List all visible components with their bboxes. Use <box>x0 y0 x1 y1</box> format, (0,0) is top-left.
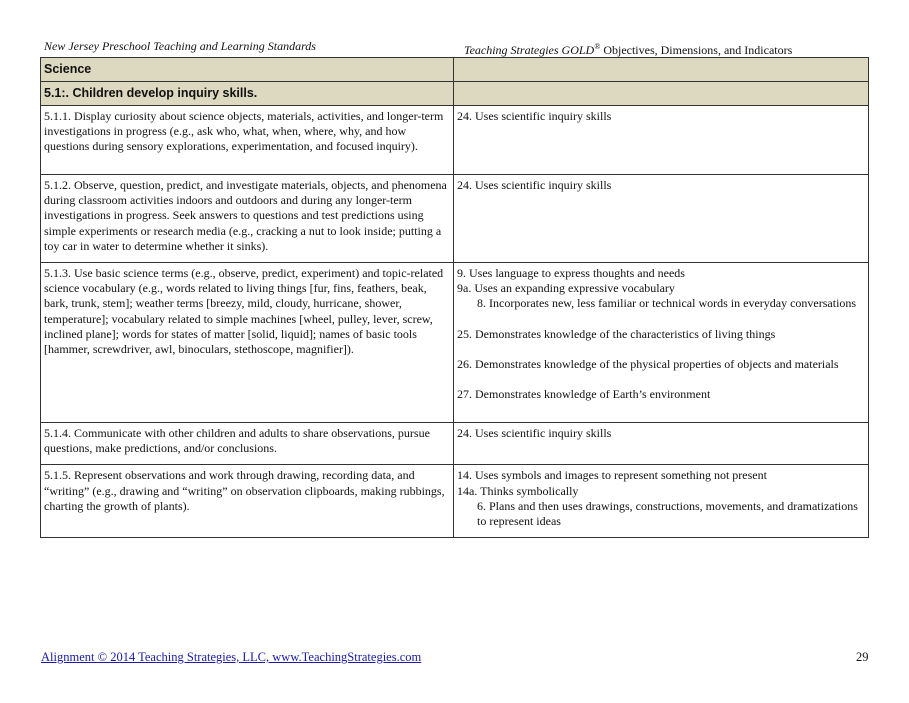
table-row <box>41 175 869 263</box>
header-right-brand: Teaching Strategies GOLD <box>464 43 595 57</box>
standard-cell: 5.1.3. Use basic science terms (e.g., observe, predict, experiment) and topic-related science vocabulary (e.g., words related to living things [fur, fins, feathers, beak, bark, trunk, stem]; weather terms [breezy, mild, cloudy, hurricane, shower, temperature]; vocabulary related to simple machines [wheel, pulley, lever, screw, inclined plane]; words for states of matter [solid, liquid]; names of basic tools [hammer, screwdriver, awl, binoculars, stethoscope, magnifier]). <box>41 263 454 423</box>
objective-cell <box>454 175 869 263</box>
subsection-empty-cell <box>454 82 869 106</box>
objective-indicator: 6. Plans and then uses drawings, constructions, movements, and dramatizations to represent ideas <box>477 498 858 529</box>
objective-item: 9. Uses language to express thoughts and needs <box>457 266 685 281</box>
spacer <box>457 342 865 357</box>
table-row <box>41 106 869 175</box>
section-row <box>41 58 869 82</box>
objective-item: 24. Uses scientific inquiry skills <box>457 109 612 123</box>
standard-cell: 5.1.2. Observe, question, predict, and investigate materials, objects, and phenomena during classroom activities indoors and outdoors and during any longer-term investigations in progress. Seek answers to questions and test predictions using simple experiments or research media (e.g., cracking a nut to look inside; putting a toy car in water to determine whether it sinks). <box>41 175 454 263</box>
footer-copyright-link[interactable]: Alignment © 2014 Teaching Strategies, LLC, www.TeachingStrategies.com <box>41 650 422 664</box>
header-right-title <box>464 42 792 58</box>
spacer <box>457 312 865 327</box>
objective-item: 14a. Thinks symbolically <box>457 483 579 498</box>
header-right-rest: Objectives, Dimensions, and Indicators <box>600 43 793 57</box>
standards-alignment-table <box>40 57 869 538</box>
objective-cell <box>454 423 869 465</box>
objective-item: 24. Uses scientific inquiry skills <box>457 178 612 192</box>
objective-item: 24. Uses scientific inquiry skills <box>457 426 612 441</box>
table-row <box>41 423 869 465</box>
standard-cell: 5.1.1. Display curiosity about science objects, materials, activities, and longer-term investigations in progress (e.g., ask who, what, when, where, why, and how questions during sensory explorations, experimentation, and focused inquiry). <box>41 106 454 175</box>
objective-item: 27. Demonstrates knowledge of Earth’s environment <box>457 387 711 402</box>
registered-mark: ® <box>594 42 601 51</box>
subsection-title: 5.1:. Children develop inquiry skills. <box>41 82 454 106</box>
section-title: Science <box>41 58 454 82</box>
section-empty-cell <box>454 58 869 82</box>
objective-cell <box>454 465 869 538</box>
objective-indicator: 8. Incorporates new, less familiar or technical words in everyday conversations <box>477 296 857 311</box>
objective-cell <box>454 106 869 175</box>
objective-item: 25. Demonstrates knowledge of the characteristics of living things <box>457 326 776 341</box>
table-row <box>41 263 869 423</box>
objective-item: 9a. Uses an expanding expressive vocabulary <box>457 281 675 296</box>
spacer <box>457 372 865 387</box>
page-number: 29 <box>856 650 869 664</box>
table-row <box>41 465 869 538</box>
objective-item: 26. Demonstrates knowledge of the physical properties of objects and materials <box>457 356 839 371</box>
subsection-row <box>41 82 869 106</box>
standard-cell: 5.1.4. Communicate with other children and adults to share observations, pursue questions, make predictions, and/or conclusions. <box>41 423 454 465</box>
standard-cell: 5.1.5. Represent observations and work through drawing, recording data, and “writing” (e.g., drawing and “writing” on observation clipboards, making rubbings, charting the growth of plants). <box>41 465 454 538</box>
objective-item: 14. Uses symbols and images to represent something not present <box>457 468 767 483</box>
objective-cell <box>454 263 869 423</box>
header-left-title: New Jersey Preschool Teaching and Learning Standards <box>44 39 316 53</box>
